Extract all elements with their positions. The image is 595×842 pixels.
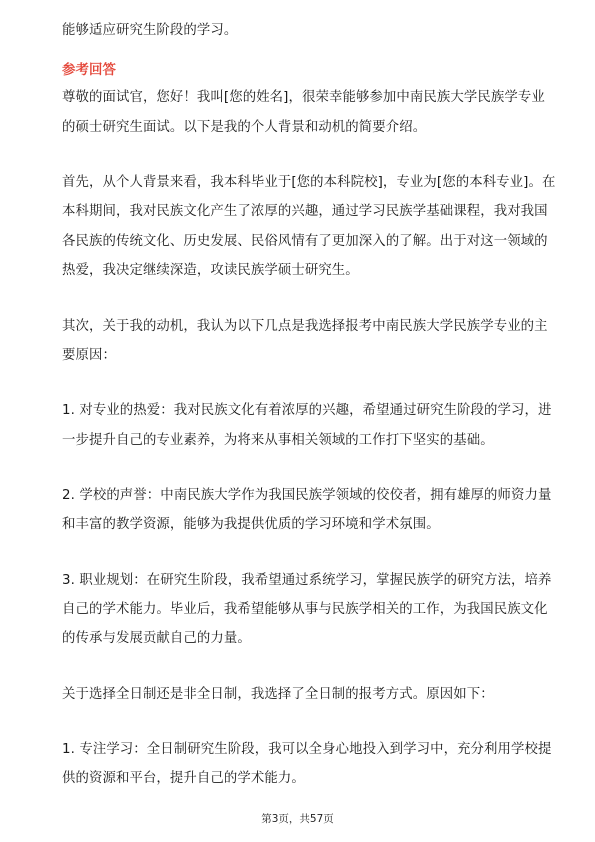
text-line: 本科期间，我对民族文化产生了浓厚的兴趣，通过学习民族学基础课程，我对我国	[62, 204, 548, 219]
page-footer: 第3页，共57页	[261, 813, 334, 825]
text-line: 2. 学校的声誉：中南民族大学作为我国民族学领域的佼佼者，拥有雄厚的师资力量	[62, 488, 552, 503]
section-heading: 参考回答	[62, 63, 116, 78]
text-line: 各民族的传统文化、历史发展、民俗风情有了更加深入的了解。出于对这一领域的	[62, 234, 548, 249]
text-line: 其次，关于我的动机，我认为以下几点是我选择报考中南民族大学民族学专业的主	[62, 319, 548, 334]
text-line: 供的资源和平台，提升自己的学术能力。	[62, 771, 305, 786]
text-line: 要原因：	[62, 348, 116, 363]
text-line: 的传承与发展贡献自己的力量。	[62, 631, 251, 646]
text-line: 1. 专注学习：全日制研究生阶段，我可以全身心地投入到学习中，充分利用学校提	[62, 742, 552, 757]
text-line: 热爱，我决定继续深造，攻读民族学硕士研究生。	[62, 263, 359, 278]
text-line: 和丰富的教学资源，能够为我提供优质的学习环境和学术氛围。	[62, 517, 440, 532]
text-line: 首先，从个人背景来看，我本科毕业于[您的本科院校]，专业为[您的本科专业]。在	[62, 175, 556, 190]
text-line: 的硕士研究生面试。以下是我的个人背景和动机的简要介绍。	[62, 120, 427, 135]
text-line: 自己的学术能力。毕业后，我希望能够从事与民族学相关的工作，为我国民族文化	[62, 602, 548, 617]
text-line: 尊敬的面试官，您好！我叫[您的姓名]，很荣幸能够参加中南民族大学民族学专业	[62, 90, 545, 105]
text-line: 关于选择全日制还是非全日制，我选择了全日制的报考方式。原因如下：	[62, 687, 494, 702]
text-line: 1. 对专业的热爱：我对民族文化有着浓厚的兴趣，希望通过研究生阶段的学习，进	[62, 403, 552, 418]
text-line: 能够适应研究生阶段的学习。	[62, 23, 238, 38]
text-line: 一步提升自己的专业素养，为将来从事相关领域的工作打下坚实的基础。	[62, 433, 494, 448]
text-line: 3. 职业规划：在研究生阶段，我希望通过系统学习，掌握民族学的研究方法，培养	[62, 573, 552, 588]
